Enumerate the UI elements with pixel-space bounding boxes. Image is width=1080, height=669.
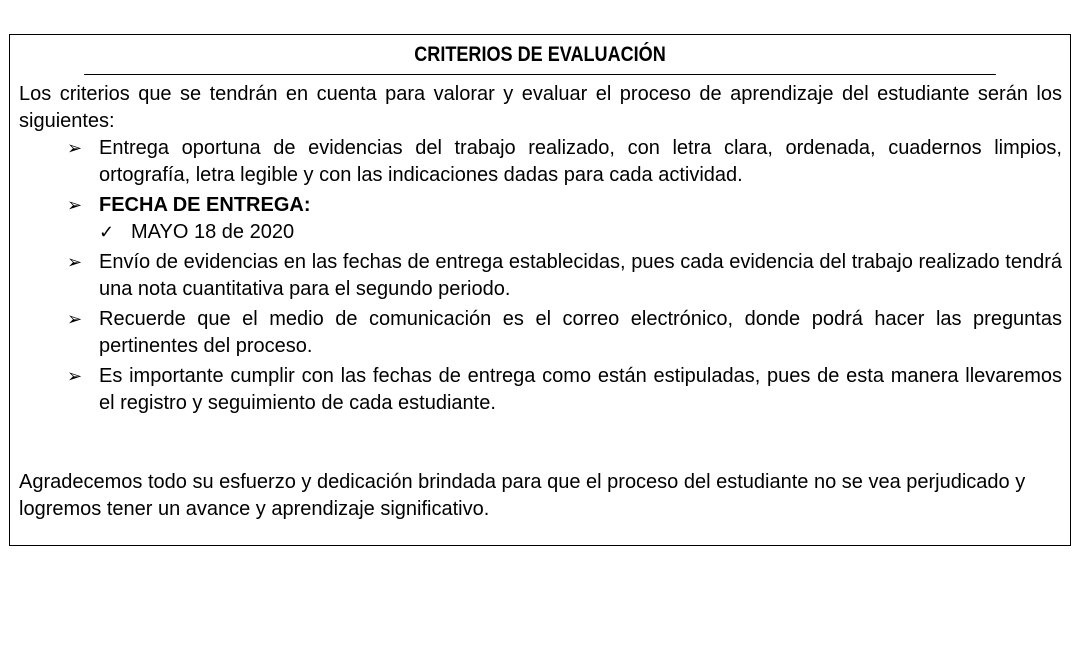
list-item (19, 249, 1062, 303)
section-title: CRITERIOS DE EVALUACIÓN (84, 35, 996, 75)
arrow-bullet-icon: ➢ (67, 366, 83, 386)
list-item-text: Entrega oportuna de evidencias del trabajo realizado, con letra clara, ordenada, cuadernos limpios, ortografía, letra legible y con las indicaciones dadas para cada actividad. (99, 137, 1062, 186)
list-item (19, 192, 1062, 246)
due-date-text: MAYO 18 de 2020 (131, 221, 295, 243)
list-item-text: Envío de evidencias en las fechas de entrega establecidas, pues cada evidencia del trabajo realizado tendrá una nota cuantitativa para el segundo periodo. (99, 251, 1062, 300)
due-date-list (99, 219, 1062, 246)
arrow-bullet-icon: ➢ (67, 195, 83, 215)
due-date-item (99, 219, 1062, 246)
arrow-bullet-icon: ➢ (67, 138, 83, 158)
criteria-body (10, 75, 1070, 545)
intro-paragraph: Los criterios que se tendrán en cuenta para valorar y evaluar el proceso de aprendizaje del estudiante serán los siguientes: (19, 83, 1062, 132)
list-item (19, 135, 1062, 189)
criteria-list (19, 135, 1062, 417)
list-item-text: Es importante cumplir con las fechas de entrega como están estipuladas, pues de esta manera llevaremos el registro y seguimiento de cada estudiante. (99, 365, 1062, 414)
closing-paragraph: Agradecemos todo su esfuerzo y dedicación brindada para que el proceso del estudiante no se vea perjudicado y logremos tener un avance y aprendizaje significativo. (19, 471, 1026, 520)
arrow-bullet-icon: ➢ (67, 309, 83, 329)
arrow-bullet-icon: ➢ (67, 252, 83, 272)
criteria-table (9, 34, 1071, 546)
due-date-heading: FECHA DE ENTREGA: (99, 194, 311, 216)
list-item-text: Recuerde que el medio de comunicación es el correo electrónico, donde podrá hacer las preguntas pertinentes del proceso. (99, 308, 1062, 357)
list-item (19, 306, 1062, 360)
check-icon: ✓ (99, 222, 115, 242)
list-item (19, 363, 1062, 417)
